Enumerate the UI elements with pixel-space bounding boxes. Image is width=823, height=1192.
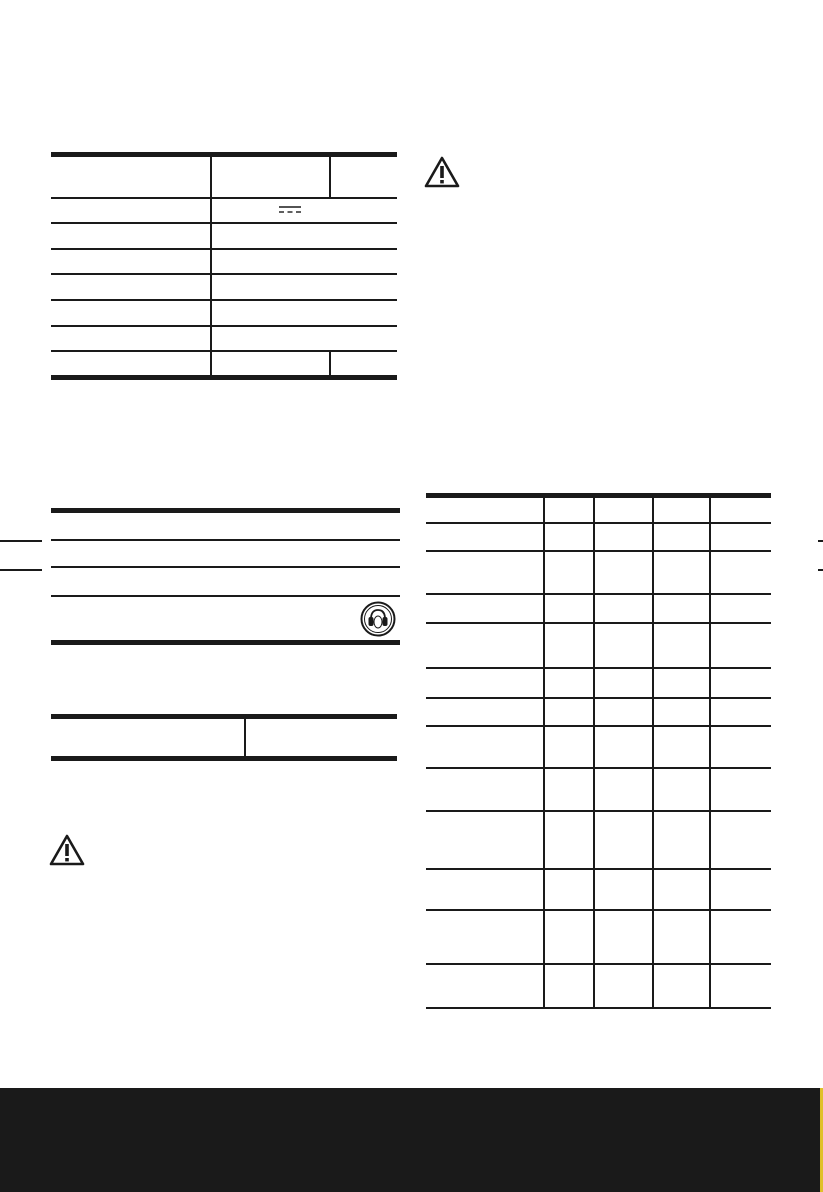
column-divider (210, 327, 212, 350)
margin-tab-mark (818, 569, 823, 571)
column-divider (210, 199, 212, 223)
column-divider (244, 719, 246, 756)
table-row-divider (426, 550, 771, 552)
table-top-rule (51, 714, 397, 719)
table-row-divider (426, 767, 771, 769)
margin-tab-mark (818, 540, 823, 542)
table-row-divider (51, 350, 397, 352)
table-row-divider (51, 222, 397, 224)
table-row-divider (426, 963, 771, 965)
table-row-divider (51, 325, 397, 327)
table-row-divider (426, 622, 771, 624)
table-top-rule (51, 152, 397, 157)
column-divider (593, 498, 595, 1008)
table-row-divider (426, 667, 771, 669)
warning-triangle-icon (424, 156, 460, 188)
table-row-divider (51, 566, 400, 568)
column-divider (210, 157, 212, 197)
table-row-divider (426, 868, 771, 870)
column-divider (329, 352, 331, 375)
table-row-divider (51, 595, 400, 597)
table-row-divider (426, 593, 771, 595)
direct-current-symbol (279, 205, 301, 215)
column-divider (210, 275, 212, 299)
table-row-divider (51, 197, 397, 199)
table-row-divider (426, 810, 771, 812)
column-divider (652, 498, 654, 1008)
table-row-divider (426, 522, 771, 524)
footer-band (0, 1088, 823, 1192)
margin-tab-mark (0, 569, 42, 571)
column-divider (210, 301, 212, 325)
table-bottom-rule (51, 375, 397, 380)
table-bottom-rule (426, 1007, 771, 1009)
table-row-divider (51, 273, 397, 275)
table-row-divider (426, 909, 771, 911)
table-row-divider (51, 248, 397, 250)
table-row-divider (51, 299, 397, 301)
ear-protection-icon (360, 601, 396, 637)
column-divider (210, 250, 212, 274)
table-row-divider (426, 697, 771, 699)
column-divider (210, 352, 212, 375)
column-divider (709, 498, 711, 1008)
table-bottom-rule (51, 756, 397, 761)
warning-triangle-icon (49, 834, 85, 866)
column-divider (329, 157, 331, 197)
table-row-divider (51, 539, 400, 541)
margin-tab-mark (0, 540, 42, 542)
table-row-divider (426, 725, 771, 727)
table-top-rule (51, 508, 400, 513)
column-divider (543, 498, 545, 1008)
table-bottom-rule (51, 640, 400, 645)
table-top-rule (426, 493, 771, 498)
column-divider (210, 224, 212, 248)
